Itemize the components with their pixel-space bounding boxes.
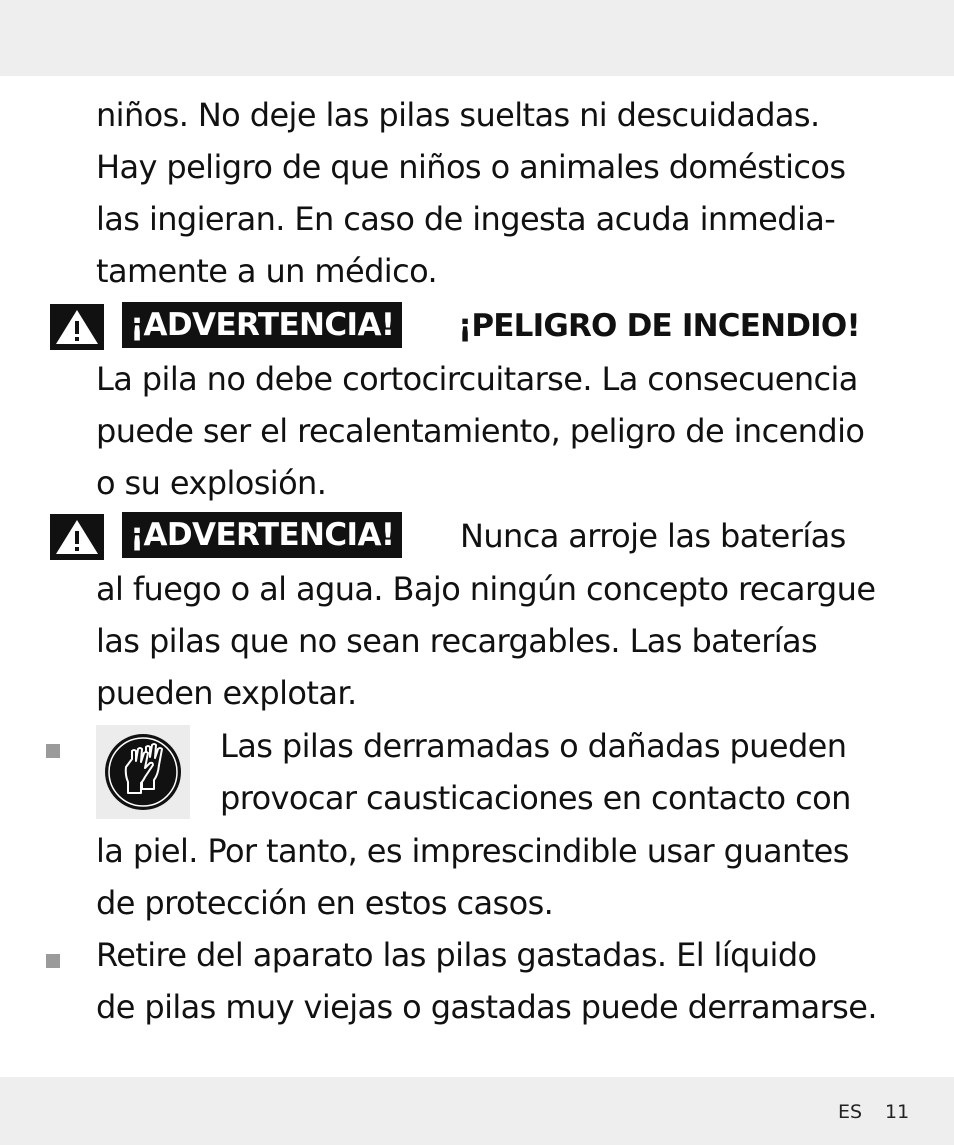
warning-triangle-icon [50, 304, 104, 350]
paragraph-line: de protección en estos casos. [96, 884, 554, 922]
paragraph-line: de pilas muy viejas o gastadas puede derramarse. [96, 988, 877, 1026]
warning-fire [0, 300, 954, 354]
bullet-marker [46, 744, 60, 758]
bullet-marker [46, 954, 60, 968]
bottom-margin-band [0, 1077, 954, 1145]
warning-badge: ¡ADVERTENCIA! [122, 512, 402, 558]
protective-gloves-icon [96, 725, 190, 819]
gloves-pictogram [96, 725, 190, 819]
paragraph-line: niños. No deje las pilas sueltas ni descuidadas. [96, 96, 820, 134]
paragraph-line: provocar causticaciones en contacto con [220, 779, 851, 817]
footer-page-number: 11 [885, 1101, 910, 1123]
paragraph-line: pueden explotar. [96, 674, 357, 712]
paragraph-line: la piel. Por tanto, es imprescindible usar guantes [96, 832, 849, 870]
paragraph-line: Hay peligro de que niños o animales domésticos [96, 148, 846, 186]
paragraph-line: o su explosión. [96, 464, 327, 502]
warning-text: Nunca arroje las baterías [460, 517, 846, 555]
paragraph-line: La pila no debe cortocircuitarse. La consecuencia [96, 360, 858, 398]
warning-title: ¡PELIGRO DE INCENDIO! [458, 308, 860, 344]
footer-language: ES [838, 1101, 863, 1123]
paragraph-line: Las pilas derramadas o dañadas pueden [220, 727, 847, 765]
paragraph-line: al fuego o al agua. Bajo ningún concepto recargue [96, 570, 876, 608]
paragraph-line: tamente a un médico. [96, 252, 438, 290]
top-margin-band [0, 0, 954, 76]
warning-explosion [0, 510, 954, 564]
paragraph-line: Retire del aparato las pilas gastadas. El líquido [96, 936, 817, 974]
paragraph-line: las ingieran. En caso de ingesta acuda inmedia- [96, 200, 836, 238]
warning-triangle-icon [50, 514, 104, 560]
paragraph-line: las pilas que no sean recargables. Las baterías [96, 622, 818, 660]
paragraph-line: puede ser el recalentamiento, peligro de incendio [96, 412, 865, 450]
warning-badge: ¡ADVERTENCIA! [122, 302, 402, 348]
